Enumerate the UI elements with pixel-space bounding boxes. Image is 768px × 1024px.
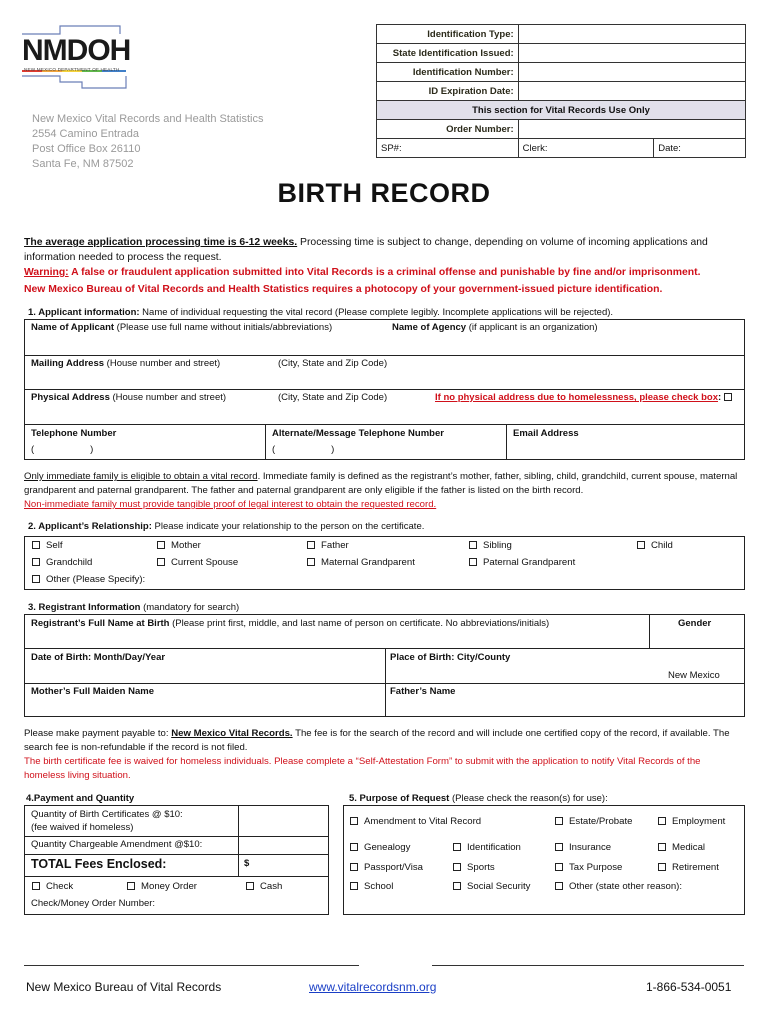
option-label: Estate/Probate: [569, 816, 633, 827]
area-code-close: ): [331, 444, 335, 455]
relationship-maternal-grandparent[interactable]: [307, 557, 415, 568]
registrant-name-label: Registrant’s Full Name at Birth: [31, 618, 170, 629]
relationship-sibling[interactable]: [469, 540, 512, 551]
check-number-field[interactable]: [31, 898, 155, 909]
payment-cash[interactable]: [246, 881, 282, 892]
area-code-open: (: [31, 444, 35, 455]
checkbox[interactable]: [127, 882, 135, 890]
clerk-field[interactable]: Clerk:: [518, 139, 654, 158]
photocopy-notice: New Mexico Bureau of Vital Records and Health Statistics requires a photocopy of your government-issued picture identification.: [24, 284, 663, 295]
option-label: Passport/Visa: [364, 862, 424, 873]
homeless-checkbox[interactable]: [724, 393, 732, 401]
dob-label: Date of Birth: Month/Day/Year: [31, 652, 166, 663]
section-3-instructions: (mandatory for search): [140, 602, 240, 613]
option-label: Grandchild: [46, 557, 93, 568]
email-label: Email Address: [513, 428, 579, 439]
checkbox[interactable]: [453, 843, 461, 851]
address-line: Post Office Box 26110: [32, 143, 141, 155]
section-2-heading: [28, 521, 424, 532]
checkbox[interactable]: [350, 817, 358, 825]
section-5-heading: [349, 793, 608, 804]
option-label: Sibling: [483, 540, 512, 551]
relationship-other[interactable]: [32, 574, 145, 585]
checkbox[interactable]: [637, 541, 645, 549]
mailing-address-field[interactable]: [31, 358, 220, 369]
state-issued-label: State Identification Issued:: [377, 44, 519, 63]
alt-telephone-label: Alternate/Message Telephone Number: [272, 428, 444, 439]
registrant-name-field[interactable]: [31, 618, 549, 629]
checkbox[interactable]: [555, 863, 563, 871]
physical-address-label: Physical Address: [31, 392, 110, 403]
warning-notice: [24, 266, 744, 281]
eligibility-underline: Only immediate family is eligible to obtain a vital record: [24, 471, 258, 482]
purpose-identification[interactable]: [453, 842, 521, 853]
address-line: 2554 Camino Entrada: [32, 128, 140, 140]
checkbox[interactable]: [555, 843, 563, 851]
checkbox[interactable]: [307, 558, 315, 566]
eligibility-text: . Immediate family is defined as the registrant’s mother, father, sibling, child, grandchild, current spouse, maternal grandparent and paternal grandparent. The father and paternal grandparent are only eligible if the father is listed on the birth record.: [24, 471, 738, 496]
section-1-instructions: Name of individual requesting the vital record (Please complete legibly. Incomplete applications will be rejected).: [139, 307, 614, 318]
non-immediate-notice: Non-immediate family must provide tangible proof of legal interest to obtain the requested record.: [24, 499, 437, 510]
option-label: Medical: [672, 842, 706, 853]
order-number-label: Order Number:: [377, 120, 519, 139]
section-4-heading: 4.Payment and Quantity: [26, 793, 135, 804]
total-fees-field[interactable]: [244, 858, 249, 869]
purpose-school[interactable]: [350, 881, 393, 892]
checkbox[interactable]: [453, 882, 461, 890]
purpose-retirement[interactable]: [658, 862, 719, 873]
telephone-field[interactable]: [31, 444, 265, 458]
checkbox[interactable]: [658, 863, 666, 871]
homeless-note: If no physical address due to homelessness, please check box: [435, 392, 718, 403]
checkbox[interactable]: [469, 541, 477, 549]
option-label: Money Order: [141, 881, 197, 892]
agency-name-field[interactable]: [392, 322, 598, 333]
option-label: Current Spouse: [171, 557, 239, 568]
mailing-address-label: Mailing Address: [31, 358, 105, 369]
checkbox[interactable]: [307, 541, 315, 549]
section-1-title: 1. Applicant information:: [28, 307, 140, 318]
option-label: Child: [651, 540, 673, 551]
quantity-line: Quantity of Birth Certificates @ $10:: [31, 809, 183, 820]
checkbox[interactable]: [555, 817, 563, 825]
dollar-sign: $: [244, 858, 250, 869]
mother-name-label: Mother’s Full Maiden Name: [31, 686, 154, 697]
state-issued-field[interactable]: [518, 44, 745, 63]
applicant-name-hint: (Please use full name without initials/abbreviations): [114, 322, 333, 333]
payment-text: The fee is for the search of the record and will include one certified copy of the record, if available. The search fee is non-refundable if the record is not filed.: [24, 728, 730, 753]
physical-city-hint: (City, State and Zip Code): [278, 392, 388, 403]
relationship-paternal-grandparent[interactable]: [469, 557, 575, 568]
checkbox[interactable]: [32, 575, 40, 583]
payment-money-order[interactable]: [127, 881, 197, 892]
option-label: Cash: [260, 881, 283, 892]
homeless-fee-notice: The birth certificate fee is waived for homeless individuals. Please complete a “Self-Attestation Form” to submit with the application to notify Vital Records of the homeless living situation.: [24, 756, 701, 781]
sp-number-field[interactable]: SP#:: [377, 139, 519, 158]
section-3-heading: [28, 602, 239, 613]
checkbox[interactable]: [350, 863, 358, 871]
relationship-father[interactable]: [307, 540, 349, 551]
option-label: Maternal Grandparent: [321, 557, 415, 568]
option-label: Sports: [467, 862, 495, 873]
birth-certificate-quantity-label: [31, 808, 183, 834]
identification-table: [376, 24, 746, 158]
id-expiration-field[interactable]: [518, 82, 745, 101]
pob-label: Place of Birth: City/County: [390, 652, 511, 663]
section-5-instructions: (Please check the reason(s) for use):: [449, 793, 608, 804]
page-title: BIRTH RECORD: [277, 178, 491, 208]
purpose-medical[interactable]: [658, 842, 705, 853]
total-fees-label: TOTAL Fees Enclosed:: [31, 857, 167, 871]
applicant-name-field[interactable]: [31, 322, 332, 333]
section-2-title: 2. Applicant’s Relationship:: [28, 521, 152, 532]
divider: [24, 424, 745, 425]
id-type-field[interactable]: [518, 25, 745, 44]
option-label: Identification: [467, 842, 521, 853]
divider: [24, 355, 745, 356]
mailing-address-hint: (House number and street): [104, 358, 221, 369]
checkbox[interactable]: [658, 843, 666, 851]
homeless-checkbox-row[interactable]: If no physical address due to homelessness, please check box:: [435, 392, 738, 403]
checkbox[interactable]: [350, 882, 358, 890]
id-type-label: Identification Type:: [377, 25, 519, 44]
purpose-passport[interactable]: [350, 862, 423, 873]
mailing-city-hint: (City, State and Zip Code): [278, 358, 388, 369]
option-label: Insurance: [569, 842, 612, 853]
agency-name-hint: (if applicant is an organization): [466, 322, 598, 333]
footer-phone: 1-866-534-0051: [646, 980, 732, 994]
payment-prefix: Please make payment payable to:: [24, 728, 172, 739]
section-3-title: 3. Registrant Information: [28, 602, 141, 613]
relationship-spouse[interactable]: [157, 557, 238, 568]
divider: [24, 876, 329, 877]
payee-name: New Mexico Vital Records.: [171, 728, 293, 739]
gender-label: Gender: [678, 618, 712, 629]
eligibility-notice: [24, 470, 744, 498]
processing-time-bold: The average application processing time is 6-12 weeks.: [24, 237, 298, 248]
option-label: Tax Purpose: [569, 862, 623, 873]
registrant-name-hint: (Please print first, middle, and last name of person on certificate. No abbreviations/initials): [169, 618, 550, 629]
section-5-title: 5. Purpose of Request: [349, 793, 450, 804]
payment-check[interactable]: [32, 881, 73, 892]
id-number-label: Identification Number:: [377, 63, 519, 82]
amendment-quantity-field[interactable]: [240, 838, 328, 853]
checkbox[interactable]: [32, 882, 40, 890]
checkbox[interactable]: [350, 843, 358, 851]
purpose-tax[interactable]: [555, 862, 622, 873]
order-number-field[interactable]: [518, 120, 745, 139]
checkbox[interactable]: [32, 541, 40, 549]
divider: [24, 389, 745, 390]
relationship-mother[interactable]: [157, 540, 201, 551]
payment-notice: [24, 727, 744, 755]
amendment-quantity-label: Quantity Chargeable Amendment @$10:: [31, 839, 203, 850]
processing-notice: [24, 236, 744, 265]
address-line: New Mexico Vital Records and Health Statistics: [32, 113, 264, 125]
divider: [24, 854, 329, 855]
purpose-sports[interactable]: [453, 862, 495, 873]
signature-line: [24, 965, 359, 966]
option-label: Paternal Grandparent: [483, 557, 576, 568]
signature-line: [432, 965, 744, 966]
address-line: Santa Fe, NM 87502: [32, 158, 134, 170]
checkbox[interactable]: [157, 541, 165, 549]
purpose-insurance[interactable]: [555, 842, 611, 853]
logo-subtitle: NEW MEXICO DEPARTMENT OF HEALTH: [24, 67, 120, 72]
divider: [649, 614, 650, 648]
checkbox[interactable]: [658, 817, 666, 825]
physical-address-hint: (House number and street): [109, 392, 227, 403]
logo-wordmark: NMDOH: [22, 34, 131, 67]
id-expiration-label: ID Expiration Date:: [377, 82, 519, 101]
purpose-other[interactable]: [555, 881, 682, 892]
warning-label: Warning:: [24, 267, 69, 278]
checkbox[interactable]: [453, 863, 461, 871]
date-field[interactable]: Date:: [654, 139, 746, 158]
footer-organization: New Mexico Bureau of Vital Records: [26, 980, 222, 994]
relationship-grandchild[interactable]: [32, 557, 92, 568]
option-label: Mother: [171, 540, 201, 551]
processing-time-text: Processing time is subject to change, depending on volume of incoming applications and information needed to process the request.: [24, 237, 708, 263]
purpose-amendment[interactable]: [350, 816, 481, 827]
section-1-heading: [28, 307, 613, 318]
checkbox[interactable]: [32, 558, 40, 566]
relationship-self[interactable]: [32, 540, 63, 551]
applicant-name-label: Name of Applicant: [31, 322, 115, 333]
option-label: Other (Please Specify):: [46, 574, 146, 585]
option-label: Genealogy: [364, 842, 411, 853]
purpose-estate[interactable]: [555, 816, 632, 827]
area-code-open: (: [272, 444, 276, 455]
divider: [506, 424, 507, 460]
purpose-genealogy[interactable]: [350, 842, 410, 853]
birth-certificate-quantity-field[interactable]: [240, 807, 328, 835]
telephone-label: Telephone Number: [31, 428, 117, 439]
option-label: Retirement: [672, 862, 719, 873]
birth-state-value: New Mexico: [668, 670, 720, 681]
office-address: [32, 112, 264, 172]
checkbox[interactable]: [555, 882, 563, 890]
section-2-instructions: Please indicate your relationship to the person on the certificate.: [151, 521, 425, 532]
option-label: Other (state other reason):: [569, 881, 683, 892]
area-code-close: ): [90, 444, 94, 455]
option-label: Social Security: [467, 881, 531, 892]
checkbox[interactable]: [469, 558, 477, 566]
option-label: School: [364, 881, 394, 892]
email-field[interactable]: [513, 444, 743, 458]
divider: [24, 836, 329, 837]
checkbox[interactable]: [157, 558, 165, 566]
purpose-social-security[interactable]: [453, 881, 530, 892]
agency-name-label: Name of Agency: [392, 322, 467, 333]
option-label: Employment: [672, 816, 726, 827]
checkbox[interactable]: [246, 882, 254, 890]
option-label: Check: [46, 881, 74, 892]
id-number-field[interactable]: [518, 63, 745, 82]
divider: [238, 805, 239, 876]
option-label: Self: [46, 540, 63, 551]
office-use-banner: This section for Vital Records Use Only: [377, 101, 746, 120]
option-label: Amendment to Vital Record: [364, 816, 482, 827]
footer-website-link[interactable]: www.vitalrecordsnm.org: [309, 980, 437, 994]
alt-telephone-field[interactable]: [272, 444, 506, 458]
relationship-child[interactable]: [637, 540, 673, 551]
warning-text: A false or fraudulent application submitted into Vital Records is a criminal offense and punishable by fine and/or imprisonment.: [68, 267, 701, 278]
quantity-line: (fee waived if homeless): [31, 822, 134, 833]
purpose-employment[interactable]: [658, 816, 725, 827]
physical-address-field[interactable]: [31, 392, 226, 403]
check-number-label: Check/Money Order Number:: [31, 898, 156, 909]
divider: [385, 648, 386, 717]
option-label: Father: [321, 540, 349, 551]
father-name-label: Father’s Name: [390, 686, 456, 697]
divider: [265, 424, 266, 460]
